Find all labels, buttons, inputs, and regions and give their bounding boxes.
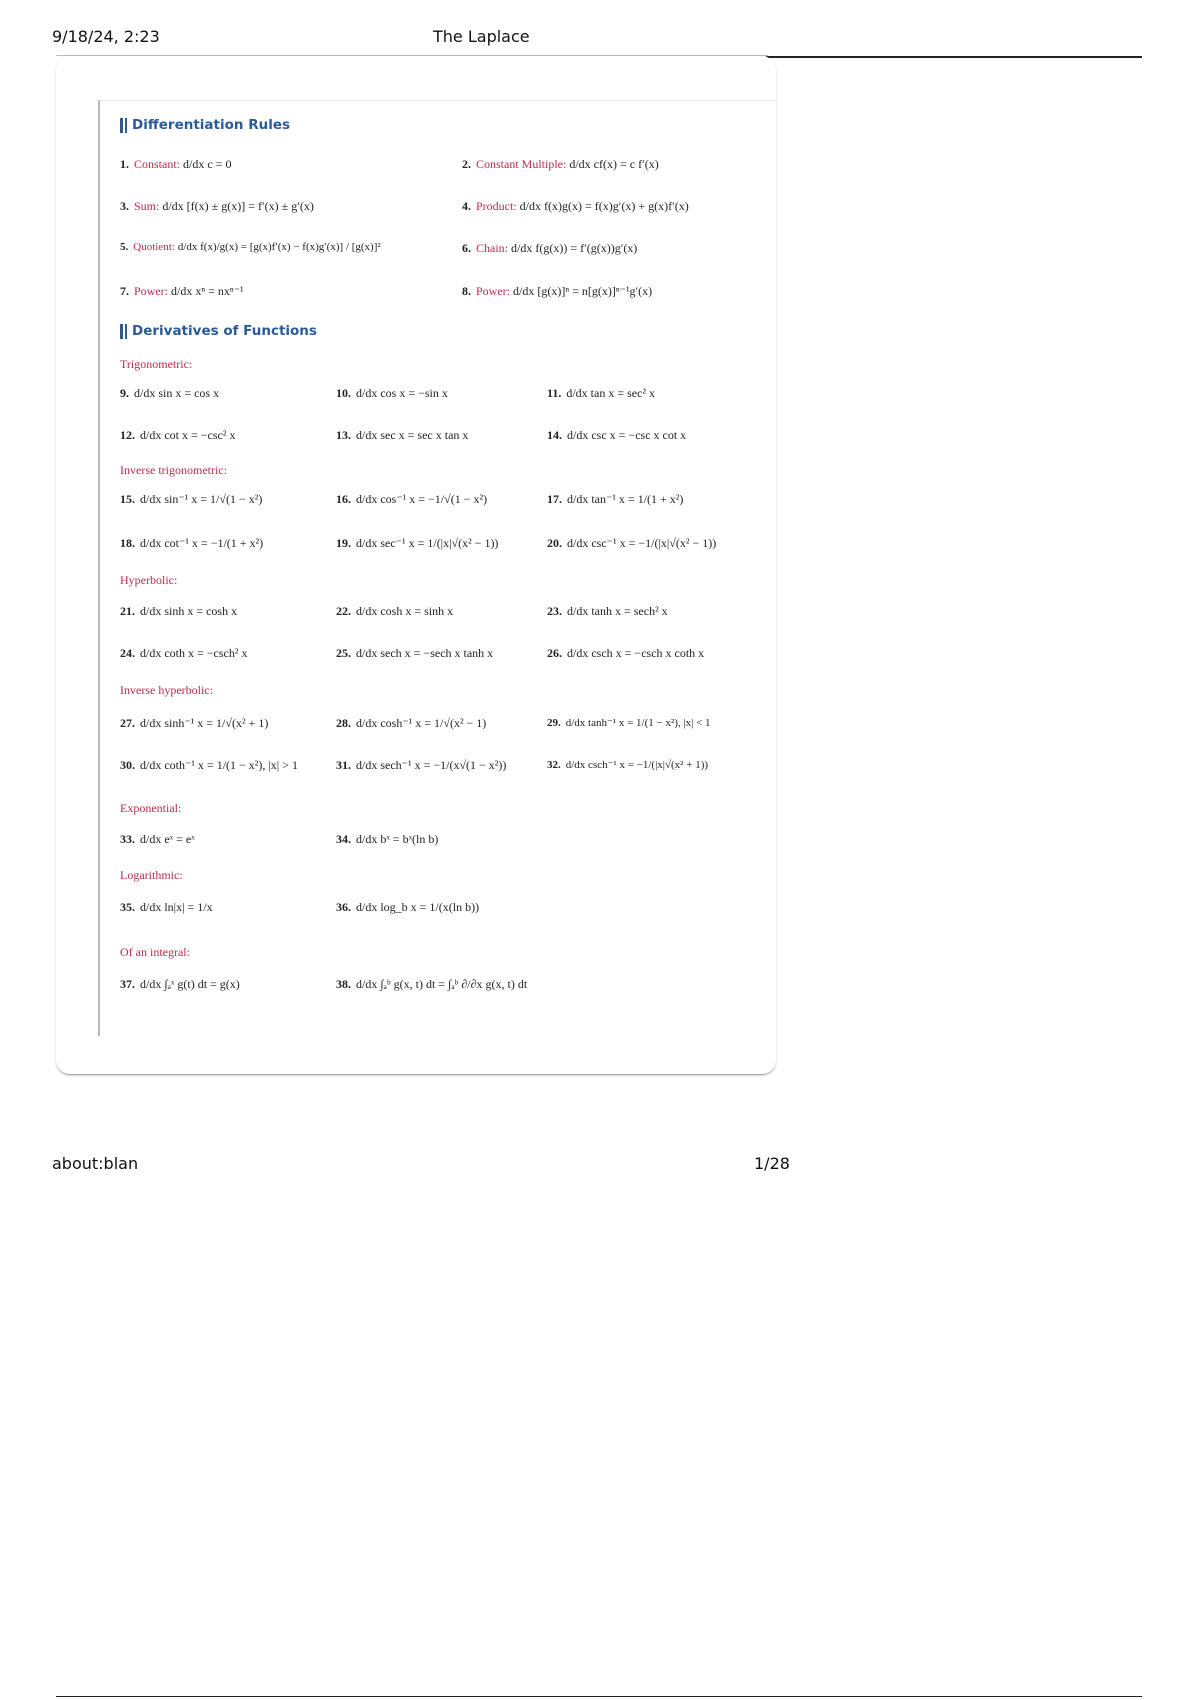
formula-22: 22. d/dx cosh x = sinh x (336, 604, 454, 618)
category-exponential: Exponential: (120, 801, 182, 815)
bottom-rule (56, 1696, 1142, 1697)
formula-14: 14. d/dx csc x = −csc x cot x (547, 428, 687, 442)
formula-11: 11. d/dx tan x = sec² x (547, 386, 656, 400)
print-url: about:blan (52, 1154, 139, 1173)
rule-6: 6. Chain: d/dx f(g(x)) = f′(g(x))g′(x) (462, 241, 638, 255)
formula-32: 32. d/dx csch⁻¹ x = −1/(|x|√(x² + 1)) (547, 759, 709, 771)
formula-17: 17. d/dx tan⁻¹ x = 1/(1 + x²) (547, 492, 684, 506)
formula-10: 10. d/dx cos x = −sin x (336, 386, 448, 400)
category-hyperbolic: Hyperbolic: (120, 573, 178, 587)
formula-13: 13. d/dx sec x = sec x tan x (336, 428, 469, 442)
rule-5: 5. Quotient: d/dx f(x)/g(x) = [g(x)f′(x) − f(x)g′(x)] / [g(x)]² (120, 241, 381, 253)
formula-12: 12. d/dx cot x = −csc² x (120, 428, 236, 442)
formula-31: 31. d/dx sech⁻¹ x = −1/(x√(1 − x²)) (336, 758, 507, 772)
formula-25: 25. d/dx sech x = −sech x tanh x (336, 646, 494, 660)
formula-21: 21. d/dx sinh x = cosh x (120, 604, 238, 618)
category-logarithmic: Logarithmic: (120, 868, 183, 882)
rule-4: 4. Product: d/dx f(x)g(x) = f(x)g′(x) + g(x)f′(x) (462, 199, 689, 213)
section-marker-icon (125, 324, 127, 339)
formula-23: 23. d/dx tanh x = sech² x (547, 604, 668, 618)
formula-29: 29. d/dx tanh⁻¹ x = 1/(1 − x²), |x| < 1 (547, 717, 711, 729)
formula-18: 18. d/dx cot⁻¹ x = −1/(1 + x²) (120, 536, 264, 550)
formula-28: 28. d/dx cosh⁻¹ x = 1/√(x² − 1) (336, 716, 487, 730)
formula-19: 19. d/dx sec⁻¹ x = 1/(|x|√(x² − 1)) (336, 536, 499, 550)
section-title-derivatives-of-functions: Derivatives of Functions (120, 323, 317, 339)
category-inverse-hyperbolic: Inverse hyperbolic: (120, 683, 213, 697)
section-title-differentiation-rules: Differentiation Rules (120, 117, 290, 133)
print-datetime: 9/18/24, 2:23 (52, 27, 160, 46)
print-title: The Laplace (433, 27, 530, 46)
category-of-an-integral: Of an integral: (120, 945, 190, 959)
formula-9: 9. d/dx sin x = cos x (120, 386, 220, 400)
category-trigonometric: Trigonometric: (120, 357, 193, 371)
formula-24: 24. d/dx coth x = −csch² x (120, 646, 248, 660)
formula-sheet (98, 100, 776, 1036)
formula-26: 26. d/dx csch x = −csch x coth x (547, 646, 705, 660)
header-rule-right (766, 56, 1142, 58)
formula-37: 37. d/dx ∫ₐˣ g(t) dt = g(x) (120, 977, 240, 991)
formula-20: 20. d/dx csc⁻¹ x = −1/(|x|√(x² − 1)) (547, 536, 717, 550)
formula-16: 16. d/dx cos⁻¹ x = −1/√(1 − x²) (336, 492, 488, 506)
formula-35: 35. d/dx ln|x| = 1/x (120, 900, 213, 914)
rule-2: 2. Constant Multiple: d/dx cf(x) = c f′(x) (462, 157, 659, 171)
page-number: 1/28 (754, 1154, 790, 1173)
rule-8: 8. Power: d/dx [g(x)]ⁿ = n[g(x)]ⁿ⁻¹g′(x) (462, 284, 653, 298)
section-marker-icon (125, 118, 127, 133)
rule-1: 1. Constant: d/dx c = 0 (120, 157, 232, 171)
section-marker-icon (120, 324, 123, 339)
rule-7: 7. Power: d/dx xⁿ = nxⁿ⁻¹ (120, 284, 244, 298)
formula-30: 30. d/dx coth⁻¹ x = 1/(1 − x²), |x| > 1 (120, 758, 298, 772)
rule-3: 3. Sum: d/dx [f(x) ± g(x)] = f′(x) ± g′(x) (120, 199, 314, 213)
formula-36: 36. d/dx log_b x = 1/(x(ln b)) (336, 900, 480, 914)
category-inverse-trigonometric: Inverse trigonometric: (120, 463, 227, 477)
formula-33: 33. d/dx eˣ = eˣ (120, 832, 195, 846)
section-marker-icon (120, 118, 123, 133)
formula-27: 27. d/dx sinh⁻¹ x = 1/√(x² + 1) (120, 716, 269, 730)
formula-38: 38. d/dx ∫ₐᵇ g(x, t) dt = ∫ₐᵇ ∂/∂x g(x, t) dt (336, 977, 528, 991)
formula-34: 34. d/dx bˣ = bˣ(ln b) (336, 832, 439, 846)
formula-15: 15. d/dx sin⁻¹ x = 1/√(1 − x²) (120, 492, 263, 506)
